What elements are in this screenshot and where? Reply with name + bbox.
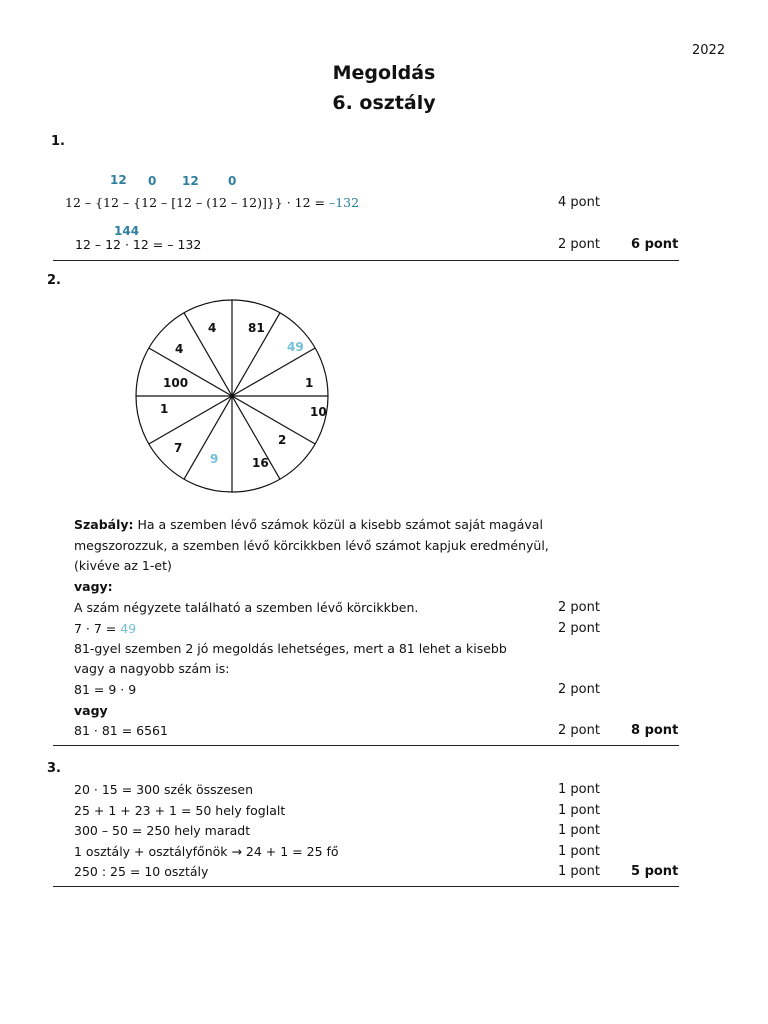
- task3-divider: [53, 886, 679, 887]
- task2-line-points: 2 pont: [558, 621, 600, 636]
- page-subtitle: 6. osztály: [332, 92, 436, 114]
- task2-line-text: 81 = 9 · 9: [74, 682, 137, 697]
- task2-line: [74, 621, 136, 636]
- task2-line-points: 2 pont: [558, 723, 600, 738]
- task3-line-points: 1 pont: [558, 803, 600, 818]
- wheel-value: 10: [310, 405, 327, 419]
- task1-expression-main: 12 – {12 – {12 – [12 – (12 – 12)]}} · 12 =: [65, 195, 329, 210]
- task2-line: [74, 641, 507, 656]
- task2-line: [74, 661, 229, 676]
- task1-number: 1.: [51, 134, 65, 149]
- task2-number: 2.: [47, 273, 61, 288]
- wheel-value: 4: [175, 342, 184, 356]
- task1-line2: 12 – 12 · 12 = – 132: [75, 237, 202, 252]
- task1-annotation: 12: [110, 173, 127, 187]
- wheel-value: 49: [287, 340, 304, 354]
- task1-expression-points: 4 pont: [558, 195, 600, 210]
- wheel-value: 1: [160, 402, 169, 416]
- task1-annotation: 12: [182, 174, 199, 188]
- task1-annotation: 0: [228, 174, 237, 188]
- wheel-value: 16: [252, 456, 269, 470]
- task2-line-prefix: vagy: [74, 703, 108, 718]
- task3-total: 5 pont: [631, 864, 679, 879]
- task1-total: 6 pont: [631, 237, 679, 252]
- task3-line: 1 osztály + osztályfőnök → 24 + 1 = 25 fő: [74, 844, 339, 859]
- task3-line: 300 – 50 = 250 hely maradt: [74, 823, 251, 838]
- task3-line-points: 1 pont: [558, 823, 600, 838]
- task1-divider: [53, 260, 679, 261]
- task2-line-text: vagy a nagyobb szám is:: [74, 661, 230, 676]
- wheel-value: 81: [248, 321, 265, 335]
- wheel-value: 7: [174, 441, 183, 455]
- task3-line: 250 : 25 = 10 osztály: [74, 864, 209, 879]
- number-wheel: [130, 296, 334, 496]
- task3-line-points: 1 pont: [558, 844, 600, 859]
- task1-expression: [65, 195, 359, 210]
- task2-line: [74, 703, 108, 718]
- task3-line: 20 · 15 = 300 szék összesen: [74, 782, 254, 797]
- task2-line-prefix: Szabály:: [74, 517, 134, 532]
- task2-line-text: A szám négyzete található a szemben lévő körcikkben.: [74, 600, 419, 615]
- task3-line-points: 1 pont: [558, 782, 600, 797]
- task3-number: 3.: [47, 761, 61, 776]
- task1-annotation-under: 144: [114, 224, 140, 238]
- task2-line-text: (kivéve az 1-et): [74, 558, 172, 573]
- task2-line: [74, 517, 543, 532]
- task2-total: 8 pont: [631, 723, 679, 738]
- task2-line: [74, 682, 136, 697]
- wheel-value: 1: [305, 376, 314, 390]
- wheel-value: 9: [210, 452, 219, 466]
- task2-line: [74, 600, 418, 615]
- task2-line-text: 81 · 81 = 6561: [74, 723, 168, 738]
- task2-line: [74, 579, 113, 594]
- task2-divider: [53, 745, 679, 746]
- task1-line2-points: 2 pont: [558, 237, 600, 252]
- task2-line-points: 2 pont: [558, 600, 600, 615]
- task2-line-highlight: 49: [120, 621, 137, 636]
- task2-line: [74, 723, 168, 738]
- task1-annotation: 0: [148, 174, 157, 188]
- page-title: Megoldás: [332, 62, 436, 84]
- task2-line-text: 81-gyel szemben 2 jó megoldás lehetséges, mert a 81 lehet a kisebb: [74, 641, 507, 656]
- task3-line: 25 + 1 + 23 + 1 = 50 hely foglalt: [74, 803, 286, 818]
- task2-line-text: Ha a szemben lévő számok közül a kisebb számot saját magával: [133, 517, 543, 532]
- wheel-value: 100: [163, 376, 189, 390]
- task2-line: [74, 558, 172, 573]
- task3-line-points: 1 pont: [558, 864, 600, 879]
- task2-line-text: megszorozzuk, a szemben lévő körcikkben lévő számot kapjuk eredményül,: [74, 538, 549, 553]
- task2-line-points: 2 pont: [558, 682, 600, 697]
- task2-line-prefix: vagy:: [74, 579, 113, 594]
- wheel-value: 4: [208, 321, 217, 335]
- year-label: 2022: [692, 43, 726, 58]
- task1-expression-result: –132: [328, 195, 360, 210]
- wheel-value: 2: [278, 433, 287, 447]
- task2-line: [74, 538, 549, 553]
- task2-line-text: 7 · 7 =: [74, 621, 121, 636]
